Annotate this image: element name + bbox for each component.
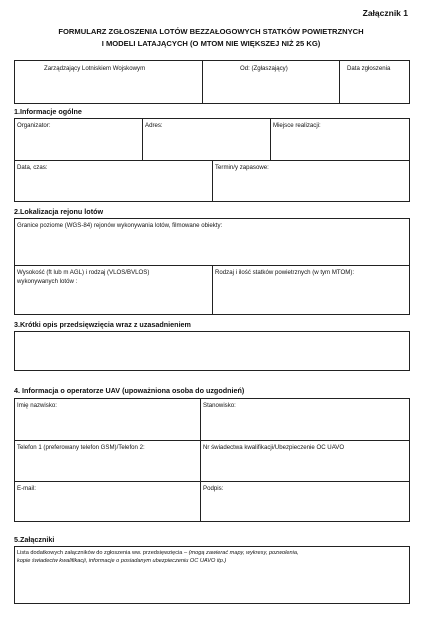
phone-field[interactable]: Telefon 1 (preferowany telefon GSM)/Telefon 2: xyxy=(17,444,145,451)
attachments-note-italic: (mogą zawierać mapy, wykresy, pozwolenia, xyxy=(188,550,299,556)
attachment-label: Załącznik 1 xyxy=(362,8,408,18)
address-field[interactable]: Adres: xyxy=(145,122,163,129)
divider xyxy=(270,118,271,160)
datetime-field[interactable]: Data, czas: xyxy=(17,164,48,171)
attachments-note xyxy=(17,549,409,565)
date-field[interactable]: Data zgłoszenia xyxy=(347,65,391,72)
section-2-title: 2.Lokalizacja rejonu lotów xyxy=(14,207,104,216)
divider xyxy=(200,398,201,522)
divider xyxy=(14,481,410,482)
position-field[interactable]: Stanowisko: xyxy=(203,402,236,409)
organizer-field[interactable]: Organizator: xyxy=(17,122,51,129)
signature-field[interactable]: Podpis: xyxy=(203,485,224,492)
airport-field[interactable]: Zarządzający Lotniskiem Wojskowym xyxy=(44,65,146,72)
height-field-line2: wykonywanych lotów : xyxy=(17,278,78,285)
certificate-field[interactable]: Nr świadectwa kwalifikacji/Ubezpieczenie OC UAVO xyxy=(203,444,345,451)
divider xyxy=(14,440,410,441)
divider xyxy=(202,60,203,104)
backup-date-field[interactable]: Termin/y zapasowe: xyxy=(215,164,269,171)
divider xyxy=(142,118,143,160)
divider xyxy=(339,60,340,104)
form-title-line2: I MODELI LATAJĄCYCH (O MTOM NIE WIĘKSZEJ NIŻ 25 KG) xyxy=(101,39,321,48)
section-5-title: 5.Załączniki xyxy=(14,535,55,544)
section-1-title: 1.Informacje ogólne xyxy=(14,107,82,116)
borders-field[interactable]: Granice poziome (WGS-84) rejonów wykonywania lotów, filmowane obiekty: xyxy=(17,222,223,229)
divider xyxy=(212,160,213,202)
from-field[interactable]: Od: (Zgłaszający) xyxy=(240,65,288,72)
height-field[interactable]: Wysokość (ft lub m AGL) i rodzaj (VLOS/BVLOS) xyxy=(17,269,150,276)
section-4-table xyxy=(14,398,410,522)
form-title-line1: FORMULARZ ZGŁOSZENIA LOTÓW BEZZAŁOGOWYCH STATKÓW POWIETRZNYCH xyxy=(58,27,364,36)
divider xyxy=(212,265,213,315)
attachments-note-text: Lista dodatkowych załączników do zgłoszenia ww. przedsięwzięcia – xyxy=(17,550,189,556)
name-field[interactable]: Imię nazwisko: xyxy=(17,402,57,409)
aircraft-type-field[interactable]: Rodzaj i ilość statków powietrznych (w tym MTOM): xyxy=(215,269,355,276)
attachments-note-italic-2: kopie świadectw kwalifikacji, informacje o posiadanym ubezpieczeniu OC UAVO itp.) xyxy=(17,558,227,564)
section-3-title: 3.Krótki opis przedsięwzięcia wraz z uzasadnieniem xyxy=(14,320,191,329)
email-field[interactable]: E-mail: xyxy=(17,485,36,492)
section-4-title: 4. Informacja o operatorze UAV (upoważniona osoba do uzgodnień) xyxy=(14,386,245,395)
description-field[interactable] xyxy=(14,331,410,371)
place-field[interactable]: Miejsce realizacji: xyxy=(273,122,321,129)
